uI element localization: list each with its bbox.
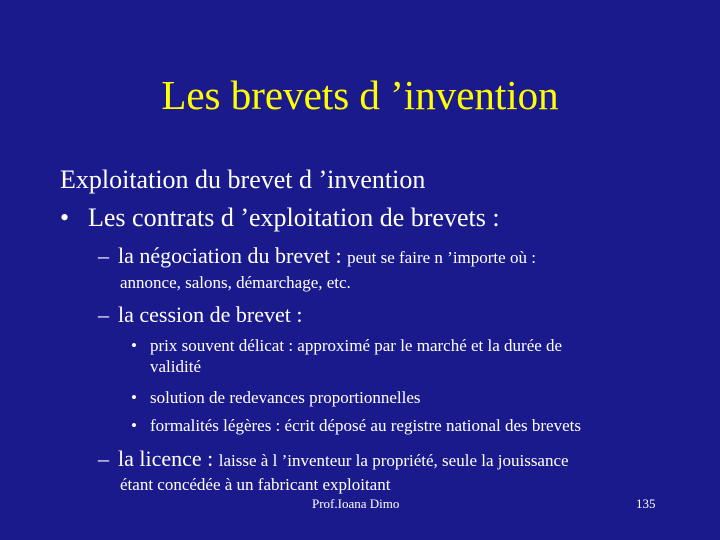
- item-cession-main: la cession de brevet :: [118, 302, 303, 327]
- bullet-dot: •: [131, 416, 137, 435]
- bullet-dot: •: [131, 336, 137, 355]
- item-negociation-main: la négociation du brevet :: [118, 243, 348, 268]
- subitem-redevances: [131, 387, 421, 409]
- item-negociation-continuation: annonce, salons, démarchage, etc.: [120, 273, 351, 292]
- slide-title: Les brevets d ’invention: [161, 72, 559, 118]
- bullet-dot: •: [60, 203, 70, 232]
- item-licence-continuation: étant concédée à un fabricant exploitant: [120, 475, 391, 494]
- subitem-prix-continuation: validité: [150, 357, 201, 376]
- bullet-dot: •: [131, 388, 137, 407]
- dash-marker: –: [98, 243, 109, 268]
- item-cession: [98, 302, 303, 328]
- item-licence-detail: laisse à l ’inventeur la propriété, seule la jouissance: [218, 451, 569, 470]
- subitem-redevances-text: solution de redevances proportionnelles: [150, 388, 421, 407]
- bullet-contrats-text: Les contrats d ’exploitation de brevets :: [88, 203, 500, 232]
- section-heading: Exploitation du brevet d ’invention: [60, 165, 426, 194]
- subitem-formalites: [131, 415, 581, 437]
- dash-marker: –: [98, 302, 109, 327]
- subitem-prix: [131, 335, 562, 357]
- dash-marker: –: [98, 446, 109, 471]
- item-negociation-detail: peut se faire n ’importe où :: [347, 248, 536, 267]
- subitem-prix-text: prix souvent délicat : approximé par le marché et la durée de: [150, 336, 563, 355]
- subitem-formalites-text: formalités légères : écrit déposé au registre national des brevets: [150, 416, 581, 435]
- item-licence: [98, 446, 569, 474]
- footer-author: Prof.Ioana Dimo: [312, 496, 400, 511]
- page-number: 135: [636, 496, 656, 511]
- bullet-contrats: [60, 203, 500, 233]
- item-negociation: [98, 243, 536, 271]
- item-licence-main: la licence :: [118, 446, 219, 471]
